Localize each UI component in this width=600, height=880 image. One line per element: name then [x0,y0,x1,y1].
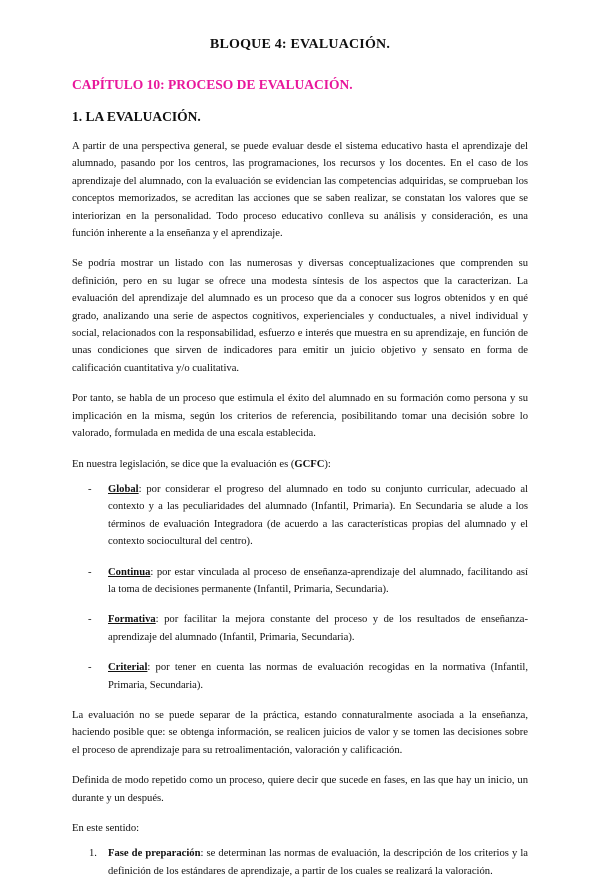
legislation-intro [72,456,528,473]
dash-bullet: - [88,566,92,578]
legislation-close: ): [324,458,331,470]
list-item [72,564,528,599]
legislation-acronym: GCFC [294,458,325,470]
block-title: BLOQUE 4: EVALUACIÓN. [209,37,391,52]
dash-bullet: - [88,483,92,495]
list-item [72,611,528,646]
term: Continua [108,566,151,578]
paragraph: A partir de una perspectiva general, se puede evaluar desde el sistema educativo hasta el aprendizaje del alumnado, pasando por los centros, las programaciones, los recursos y los docentes. En el caso de los aprendizaje del alumnado, con la evaluación se evidencian las competencias adquiridas, se comprueban los conceptos memorizados, se acreditan las acciones que se saben realizar, se constatan los valores que se interiorizan en la personalidad. Todo proceso educativo conlleva su análisis y consideración, es una función inherente a la enseñanza y el aprendizaje. [72,141,528,240]
characteristics-list [72,481,528,694]
term-description: : por facilitar la mejora constante del proceso y de los resultados de enseñanza-aprendizaje del alumnado (Infantil, Primaria, Secundaria). [108,614,528,643]
list-item [72,845,528,880]
paragraph: Definida de modo repetido como un proceso, quiere decir que sucede en fases, en las que hay un inicio, un durante y un después. [72,775,528,804]
legislation-intro-text: En nuestra legislación, se dice que la evaluación es ( [72,458,295,470]
term: Criterial [108,662,148,674]
dash-bullet: - [88,614,92,626]
phases-list [72,845,528,880]
chapter-title: CAPÍTULO 10: PROCESO DE EVALUACIÓN. [72,77,353,92]
term: Formativa [108,614,156,626]
paragraph: La evaluación no se puede separar de la práctica, estando connaturalmente asociada a la enseñanza, haciendo posible que: se obtenga información, se realicen juicios de valor y se tomen las decisiones sobre el proceso de aprendizaje para su retroalimentación, valoración y calificación. [72,709,528,756]
paragraph: Por tanto, se habla de un proceso que estimula el éxito del alumnado en su formación como persona y su implicación en la misma, según los criterios de referencia, posibilitando tomar una decisión sobre lo valorado, formulada en medida de una escala establecida. [72,393,528,440]
dash-bullet: - [88,662,92,674]
list-number: 1. [89,848,97,860]
phase-description: : se determinan las normas de evaluación, la descripción de los criterios y la definición de los estándares de aprendizaje, a partir de los cuales se realizará la valoración. [108,848,528,877]
paragraph: Se podría mostrar un listado con las numerosas y diversas conceptualizaciones que comprenden su definición, pero en su lugar se ofrece una modesta síntesis de los aspectos que la caracterizan. La evaluación del aprendizaje del alumnado es un proceso que da a conocer sus logros obtenidos y en qué grado, analizando una serie de aspectos cognitivos, experienciales y conductuales, a nivel individual y social, relacionados con la responsabilidad, esfuerzo e interés que muestra en su aprendizaje, en función de unas condiciones que sirven de indicadores para emitir un juicio objetivo y sensato en forma de calificación cuantitativa y/o cualitativa. [72,258,528,374]
list-item [72,659,528,694]
list-item [72,481,528,551]
term-description: : por considerar el progreso del alumnado en todo su conjunto curricular, adecuado al contexto y a las peculiaridades del alumnado (Infantil, Primaria). En Secundaria se alude a los términos de evaluación Integradora (de acuerdo a las características propias del alumnado y el contexto sociocultural del centro). [108,483,528,548]
section-title: 1. LA EVALUACIÓN. [72,109,201,124]
term: Global [108,483,139,495]
term-description: : por tener en cuenta las normas de evaluación recogidas en la normativa (Infantil, Primaria, Secundaria). [108,662,528,691]
phase-term: Fase de preparación [108,848,201,860]
term-description: : por estar vinculada al proceso de enseñanza-aprendizaje del alumnado, facilitando así la toma de decisiones permanente (Infantil, Primaria, Secundaria). [108,566,528,595]
paragraph: En este sentido: [72,823,140,834]
